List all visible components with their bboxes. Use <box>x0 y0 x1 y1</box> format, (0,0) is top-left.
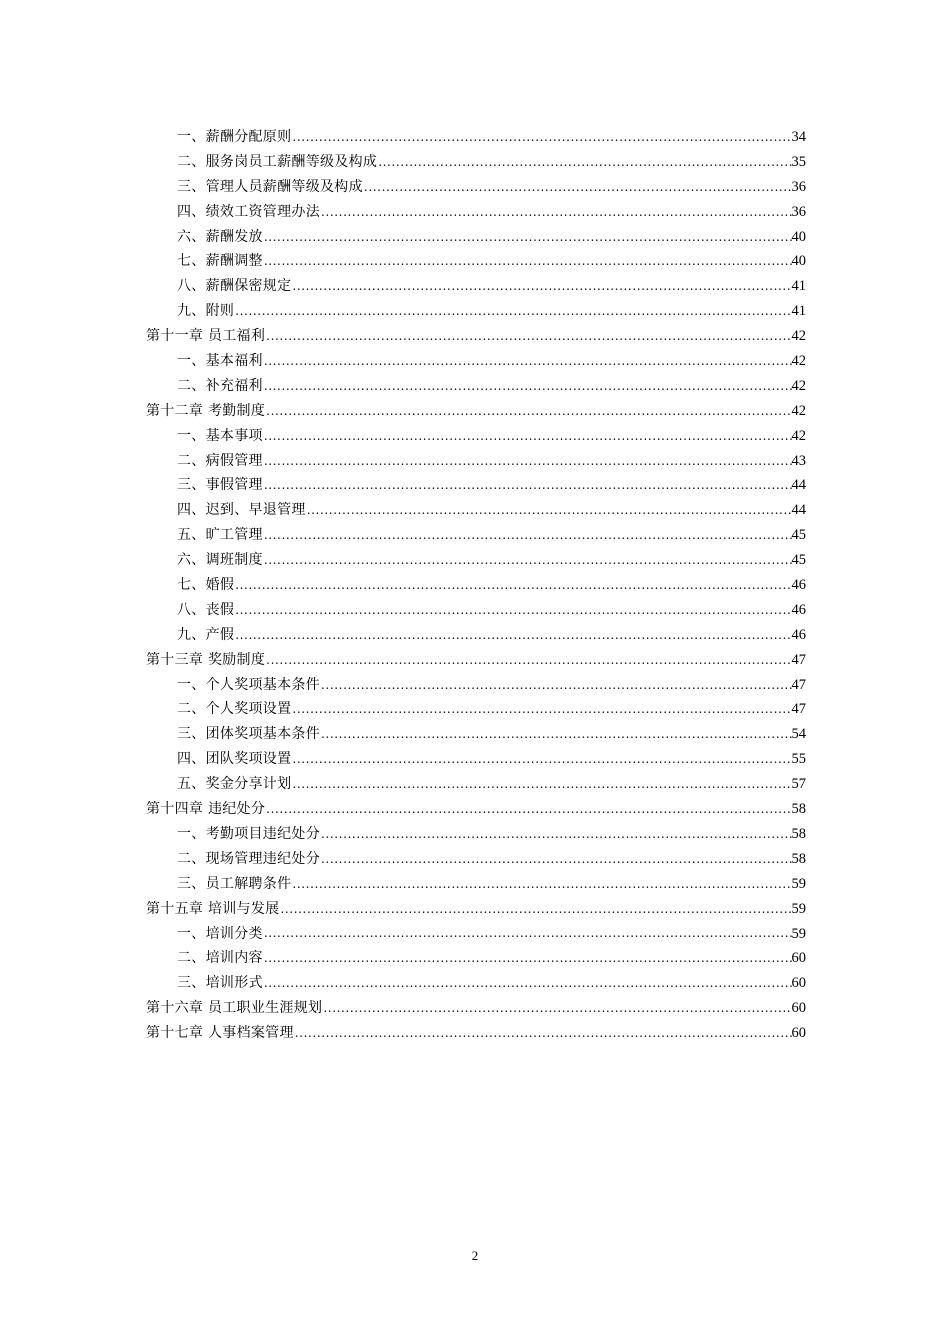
toc-dot-leader <box>363 175 792 200</box>
toc-dot-leader <box>291 697 791 722</box>
toc-section-entry[interactable] <box>146 225 806 250</box>
toc-dot-leader <box>263 922 792 947</box>
toc-chapter-entry[interactable] <box>146 897 806 922</box>
toc-entry-title: 二、病假管理 <box>177 452 263 469</box>
toc-entry-page-number: 60 <box>791 950 806 967</box>
toc-dot-leader <box>320 822 792 847</box>
toc-entry-page-number: 42 <box>791 353 806 370</box>
toc-entry-title: 四、迟到、早退管理 <box>177 502 306 519</box>
toc-entry-title: 二、补充福利 <box>177 377 263 394</box>
toc-section-entry[interactable] <box>146 772 806 797</box>
toc-section-entry[interactable] <box>146 722 806 747</box>
toc-dot-leader <box>291 747 791 772</box>
toc-section-entry[interactable] <box>146 872 806 897</box>
toc-entry-page-number: 59 <box>791 925 806 942</box>
toc-entry-page-number: 45 <box>791 527 806 544</box>
toc-section-entry[interactable] <box>146 424 806 449</box>
toc-section-entry[interactable] <box>146 473 806 498</box>
toc-entry-title: 一、个人奖项基本条件 <box>177 676 320 693</box>
toc-entry-title: 第十二章 考勤制度 <box>146 402 266 419</box>
toc-entry-title: 九、附则 <box>177 303 235 320</box>
toc-entry-title: 第十三章 奖励制度 <box>146 651 266 668</box>
toc-section-entry[interactable] <box>146 847 806 872</box>
toc-chapter-entry[interactable] <box>146 399 806 424</box>
toc-dot-leader <box>234 299 791 324</box>
toc-entry-page-number: 42 <box>791 427 806 444</box>
toc-dot-leader <box>263 548 792 573</box>
toc-entry-page-number: 58 <box>791 850 806 867</box>
toc-entry-page-number: 44 <box>791 502 806 519</box>
toc-section-entry[interactable] <box>146 498 806 523</box>
toc-section-entry[interactable] <box>146 449 806 474</box>
toc-dot-leader <box>265 797 791 822</box>
toc-section-entry[interactable] <box>146 249 806 274</box>
toc-section-entry[interactable] <box>146 175 806 200</box>
toc-entry-page-number: 54 <box>791 726 806 743</box>
toc-section-entry[interactable] <box>146 971 806 996</box>
toc-entry-title: 一、培训分类 <box>177 925 263 942</box>
table-of-contents <box>146 125 806 1046</box>
toc-entry-page-number: 58 <box>791 801 806 818</box>
toc-dot-leader <box>263 523 792 548</box>
toc-entry-page-number: 40 <box>791 253 806 270</box>
toc-entry-title: 八、丧假 <box>177 601 235 618</box>
toc-entry-title: 五、旷工管理 <box>177 527 263 544</box>
toc-entry-page-number: 45 <box>791 552 806 569</box>
toc-chapter-entry[interactable] <box>146 324 806 349</box>
toc-entry-title: 一、薪酬分配原则 <box>177 129 292 145</box>
toc-entry-title: 二、服务岗员工薪酬等级及构成 <box>177 153 378 170</box>
toc-entry-page-number: 57 <box>791 776 806 793</box>
toc-entry-title: 第十四章 违纪处分 <box>146 801 266 818</box>
toc-entry-page-number: 47 <box>791 676 806 693</box>
toc-dot-leader <box>265 324 791 349</box>
toc-entry-title: 二、培训内容 <box>177 950 263 967</box>
toc-entry-title: 七、薪酬调整 <box>177 253 263 270</box>
toc-entry-title: 六、薪酬发放 <box>177 228 263 245</box>
toc-dot-leader <box>291 772 791 797</box>
toc-section-entry[interactable] <box>146 349 806 374</box>
toc-chapter-entry[interactable] <box>146 1021 806 1046</box>
toc-section-entry[interactable] <box>146 922 806 947</box>
toc-dot-leader <box>320 200 792 225</box>
toc-entry-page-number: 40 <box>791 228 806 245</box>
toc-dot-leader <box>322 996 791 1021</box>
toc-dot-leader <box>263 971 792 996</box>
toc-section-entry[interactable] <box>146 747 806 772</box>
toc-dot-leader <box>263 449 792 474</box>
toc-entry-page-number: 35 <box>791 153 806 170</box>
toc-section-entry[interactable] <box>146 374 806 399</box>
toc-dot-leader <box>291 274 791 299</box>
toc-entry-page-number: 46 <box>791 577 806 594</box>
toc-section-entry[interactable] <box>146 200 806 225</box>
toc-entry-title: 第十一章 员工福利 <box>146 328 266 345</box>
toc-dot-leader <box>320 722 792 747</box>
toc-dot-leader <box>263 946 792 971</box>
toc-entry-title: 第十七章 人事档案管理 <box>146 1025 294 1042</box>
toc-dot-leader <box>294 1021 792 1046</box>
toc-entry-title: 二、现场管理违纪处分 <box>177 850 320 867</box>
toc-entry-page-number: 34 <box>791 129 806 145</box>
toc-entry-page-number: 60 <box>791 1000 806 1017</box>
toc-entry-title: 四、团队奖项设置 <box>177 751 292 768</box>
toc-section-entry[interactable] <box>146 623 806 648</box>
toc-entry-page-number: 46 <box>791 626 806 643</box>
toc-entry-page-number: 46 <box>791 601 806 618</box>
toc-section-entry[interactable] <box>146 946 806 971</box>
toc-entry-title: 五、奖金分享计划 <box>177 776 292 793</box>
toc-entry-page-number: 58 <box>791 825 806 842</box>
page-number: 2 <box>471 1248 479 1263</box>
toc-entry-title: 三、事假管理 <box>177 477 263 494</box>
toc-section-entry[interactable] <box>146 150 806 175</box>
toc-entry-page-number: 60 <box>791 975 806 992</box>
toc-dot-leader <box>291 872 791 897</box>
toc-dot-leader <box>279 897 791 922</box>
toc-section-entry[interactable] <box>146 598 806 623</box>
toc-entry-title: 二、个人奖项设置 <box>177 701 292 718</box>
toc-entry-title: 四、绩效工资管理办法 <box>177 203 320 220</box>
toc-chapter-entry[interactable] <box>146 797 806 822</box>
toc-dot-leader <box>263 374 792 399</box>
toc-section-entry[interactable] <box>146 274 806 299</box>
toc-entry-page-number: 47 <box>791 651 806 668</box>
toc-dot-leader <box>263 473 792 498</box>
toc-dot-leader <box>234 573 791 598</box>
toc-section-entry[interactable] <box>146 573 806 598</box>
toc-entry-title: 九、产假 <box>177 626 235 643</box>
toc-entry-page-number: 43 <box>791 452 806 469</box>
toc-dot-leader <box>234 623 791 648</box>
toc-entry-page-number: 42 <box>791 402 806 419</box>
toc-section-entry[interactable] <box>146 523 806 548</box>
toc-entry-page-number: 59 <box>791 875 806 892</box>
toc-dot-leader <box>320 847 792 872</box>
toc-entry-title: 一、基本事项 <box>177 427 263 444</box>
toc-dot-leader <box>320 673 792 698</box>
toc-dot-leader <box>234 598 791 623</box>
toc-dot-leader <box>263 225 792 250</box>
toc-entry-page-number: 42 <box>791 377 806 394</box>
toc-entry-title: 三、团体奖项基本条件 <box>177 726 320 743</box>
toc-entry-title: 第十五章 培训与发展 <box>146 900 280 917</box>
toc-section-entry[interactable] <box>146 673 806 698</box>
toc-entry-title: 一、考勤项目违纪处分 <box>177 825 320 842</box>
toc-dot-leader <box>263 424 792 449</box>
toc-section-entry[interactable] <box>146 822 806 847</box>
toc-entry-title: 第十六章 员工职业生涯规划 <box>146 1000 323 1017</box>
toc-entry-page-number: 55 <box>791 751 806 768</box>
toc-entry-title: 三、管理人员薪酬等级及构成 <box>177 178 363 195</box>
toc-section-entry[interactable] <box>146 697 806 722</box>
toc-dot-leader <box>265 648 791 673</box>
toc-dot-leader <box>263 249 792 274</box>
toc-entry-title: 三、员工解聘条件 <box>177 875 292 892</box>
toc-dot-leader <box>263 349 792 374</box>
toc-entry-title: 七、婚假 <box>177 577 235 594</box>
toc-section-entry[interactable] <box>146 548 806 573</box>
toc-section-entry[interactable] <box>146 299 806 324</box>
toc-entry-title: 三、培训形式 <box>177 975 263 992</box>
toc-entry-page-number: 41 <box>791 303 806 320</box>
toc-entry-page-number: 41 <box>791 278 806 295</box>
toc-entry-title: 一、基本福利 <box>177 353 263 370</box>
toc-entry-page-number: 60 <box>791 1025 806 1042</box>
toc-section-entry[interactable] <box>146 125 806 150</box>
toc-entry-page-number: 47 <box>791 701 806 718</box>
toc-entry-title: 八、薪酬保密规定 <box>177 278 292 295</box>
toc-dot-leader <box>377 150 791 175</box>
toc-entry-page-number: 59 <box>791 900 806 917</box>
toc-entry-page-number: 42 <box>791 328 806 345</box>
toc-entry-page-number: 36 <box>791 178 806 195</box>
toc-chapter-entry[interactable] <box>146 996 806 1021</box>
toc-entry-title: 六、调班制度 <box>177 552 263 569</box>
toc-dot-leader <box>306 498 792 523</box>
toc-dot-leader <box>265 399 791 424</box>
toc-dot-leader <box>291 125 791 150</box>
toc-chapter-entry[interactable] <box>146 648 806 673</box>
toc-entry-page-number: 44 <box>791 477 806 494</box>
toc-entry-page-number: 36 <box>791 203 806 220</box>
